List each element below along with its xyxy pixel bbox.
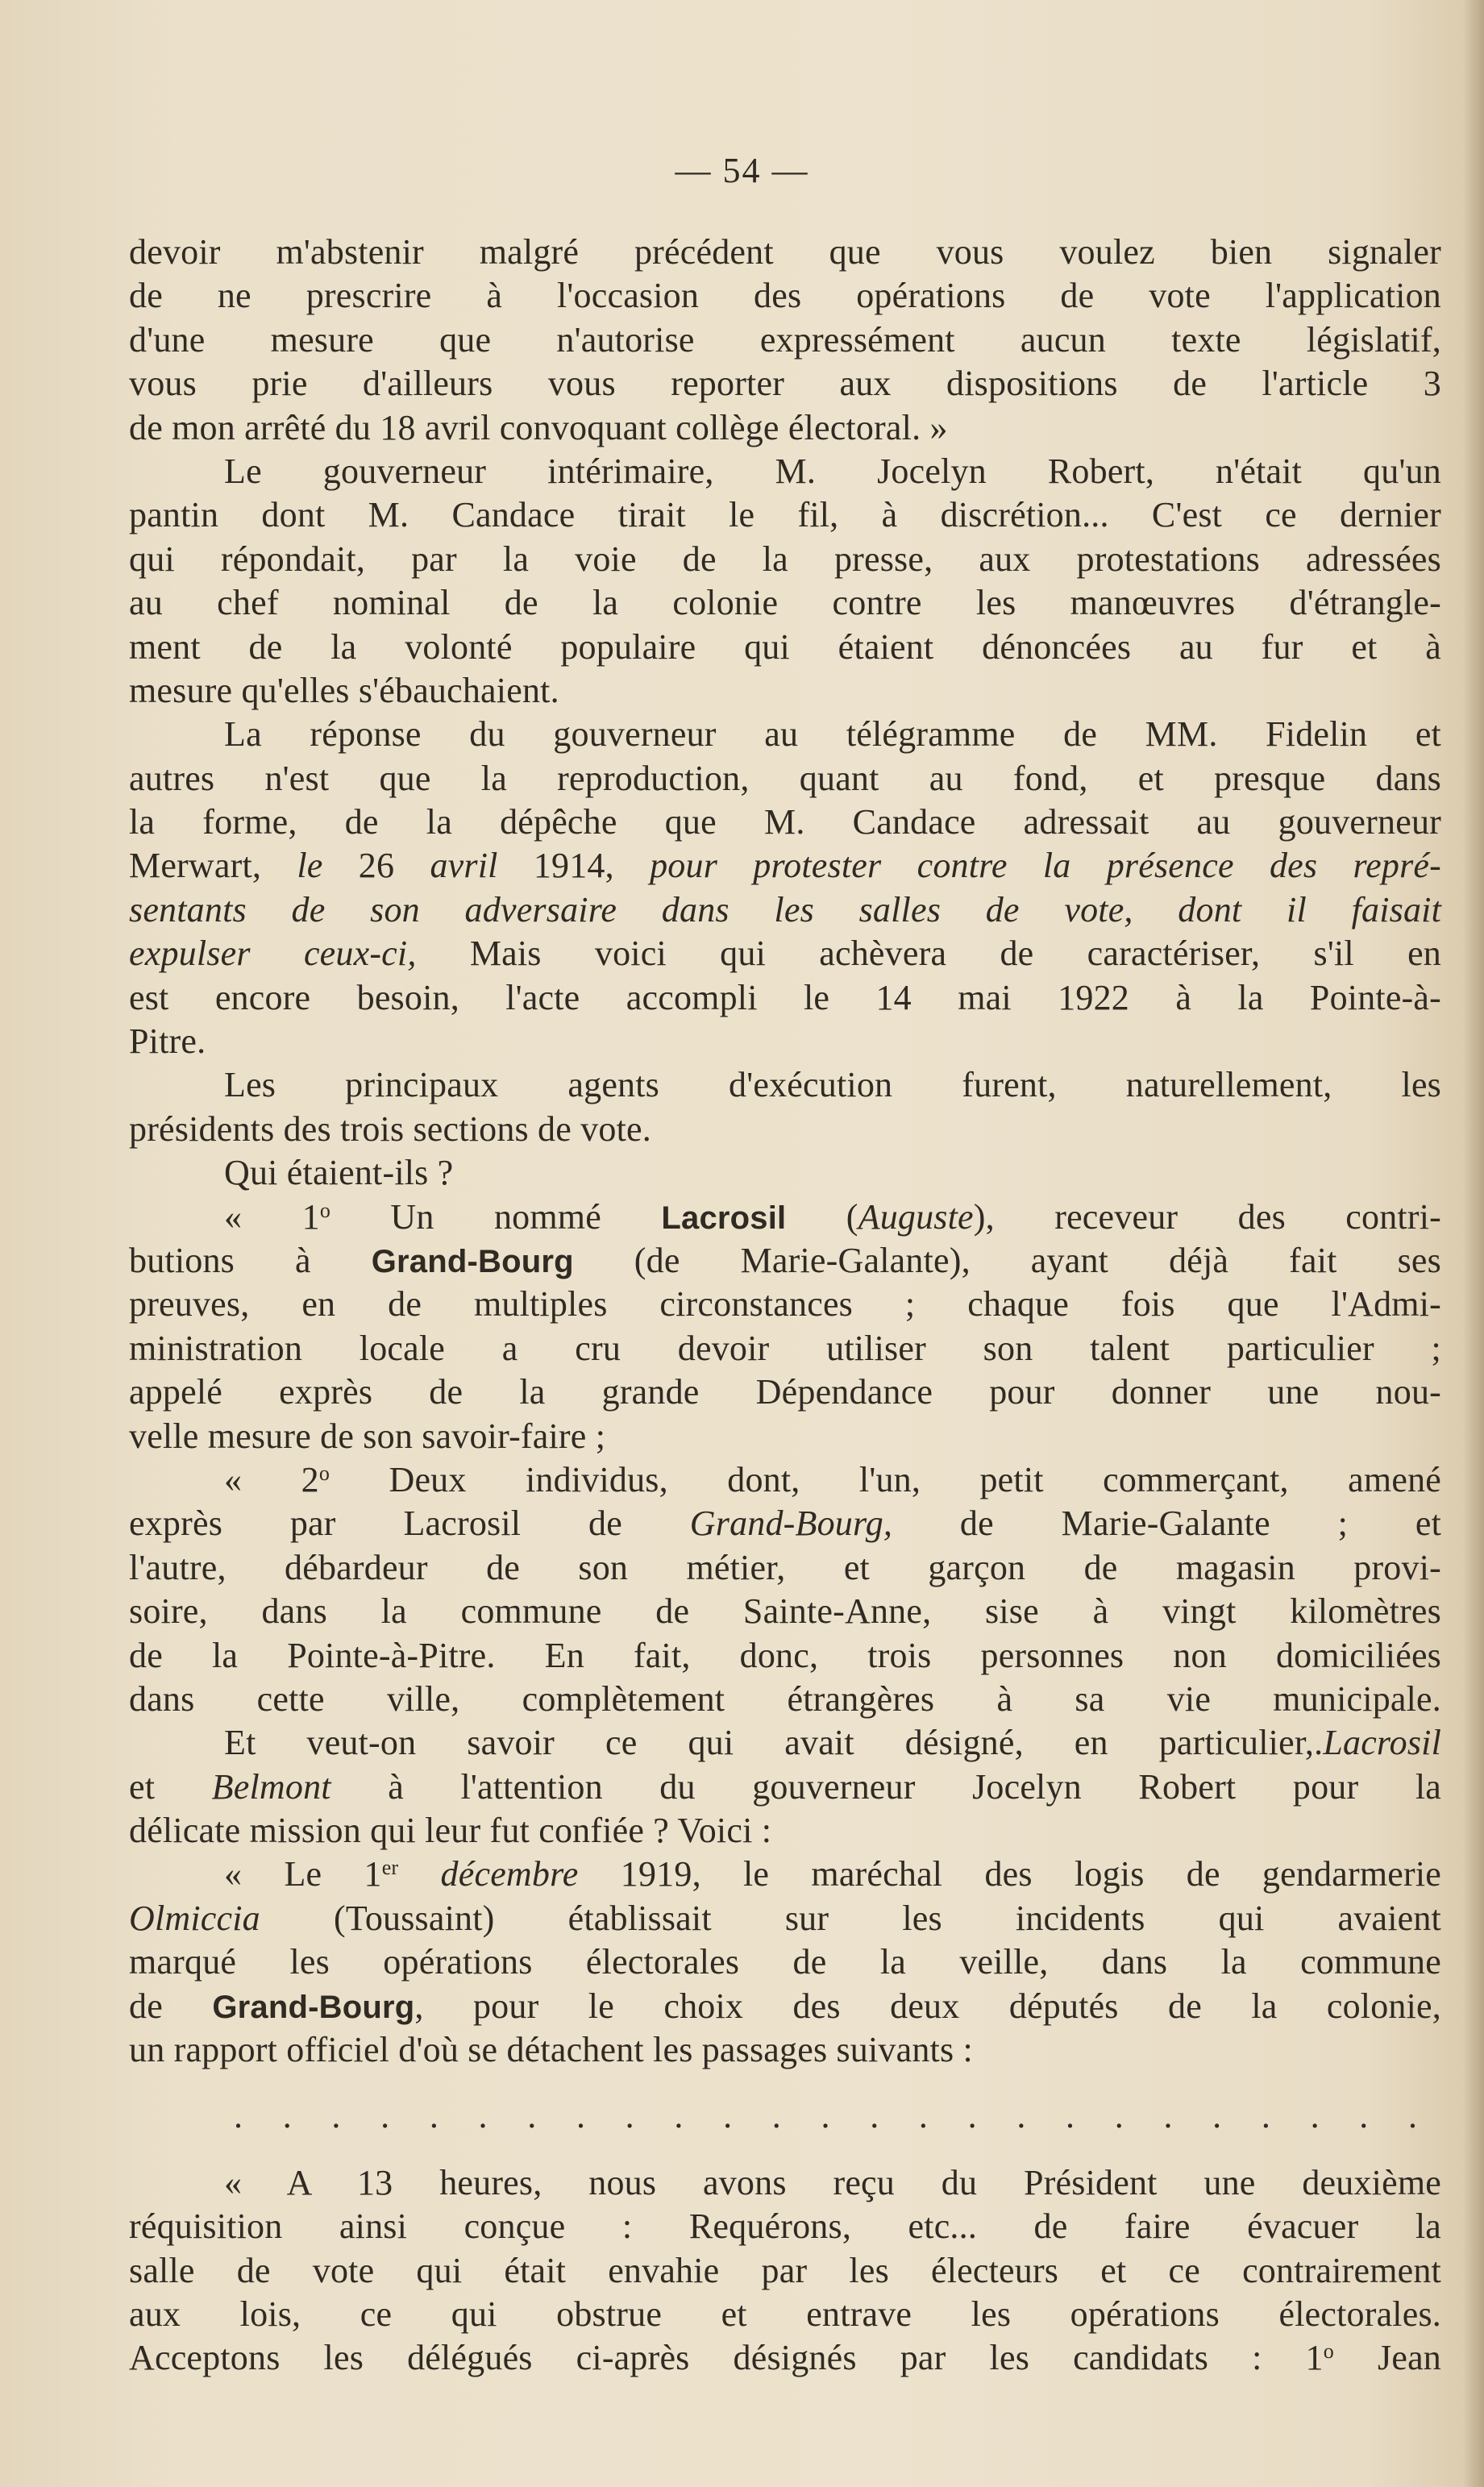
paragraph-start-line <box>129 1721 1441 1765</box>
text-line <box>129 1283 1441 1326</box>
text-run: 1914, <box>497 846 651 886</box>
text-line <box>129 1940 1441 1984</box>
italic-run: le <box>297 846 323 886</box>
text-line <box>129 1590 1441 1633</box>
text-run: Le gouverneur intérimaire, M. Jocelyn Robert, n'était qu'un <box>224 451 1441 491</box>
text-run: pantin dont M. Candace tirait le fil, à discrétion... C'est ce dernier <box>129 495 1441 535</box>
text-run: « A 13 heures, nous avons reçu du Président une deuxième <box>224 2162 1441 2202</box>
text-run: preuves, en de multiples circonstances ; chaque fois que l'Admi- <box>129 1284 1441 1325</box>
ellipsis-row <box>129 2094 1441 2138</box>
text-run: Les principaux agents d'exécution furent, naturellement, les <box>224 1065 1441 1105</box>
superscript: o <box>319 1198 331 1222</box>
text-run: et <box>129 1766 212 1807</box>
text-line <box>129 888 1441 932</box>
text-run: un rapport officiel d'où se détachent les passages suivants : <box>129 2030 973 2070</box>
text-line <box>129 1108 1441 1151</box>
text-run: à l'attention du gouverneur Jocelyn Robert pour la <box>330 1766 1441 1807</box>
italic-run: Lacrosil <box>1323 1723 1441 1763</box>
text-run: ministration locale a cru devoir utiliser son talent particulier ; <box>129 1328 1441 1368</box>
text-run: qui répondait, par la voie de la presse, aux protestations adressées <box>129 539 1441 579</box>
superscript: o <box>318 1461 330 1485</box>
text-line <box>129 976 1441 1020</box>
text-run: . . . . . . . . . . . . . . . . . . . . . . . . . <box>234 2096 1417 2136</box>
paragraph-start-line <box>129 1196 1441 1239</box>
text-line <box>129 1897 1441 1940</box>
paragraph-start-line <box>129 1063 1441 1107</box>
text-line <box>129 2293 1441 2336</box>
text-line <box>129 1765 1441 1809</box>
text-run: de ne prescrire à l'occasion des opérations de vote l'application <box>129 276 1441 316</box>
text-line <box>129 318 1441 362</box>
text-line <box>129 1239 1441 1283</box>
italic-run: décembre <box>440 1854 579 1894</box>
text-run: butions à <box>129 1240 372 1280</box>
paragraph-start-line <box>129 2161 1441 2205</box>
text-run: au chef nominal de la colonie contre les manœuvres d'étrangle- <box>129 583 1441 623</box>
text-line <box>129 493 1441 537</box>
text-run: Un nommé <box>330 1196 662 1237</box>
paragraph-start-line <box>129 1151 1441 1195</box>
text-run: mesure qu'elles s'ébauchaient. <box>129 670 559 710</box>
superscript: er <box>381 1856 399 1880</box>
spacer <box>129 2072 1441 2094</box>
text-line <box>129 362 1441 405</box>
text-line <box>129 1020 1441 1063</box>
text-line <box>129 1327 1441 1370</box>
bold-name: Grand-Bourg <box>212 1989 415 2025</box>
text-line <box>129 2028 1441 2072</box>
text-run: dans cette ville, complètement étrangères à sa vie municipale. <box>129 1678 1441 1719</box>
text-run: réquisition ainsi conçue : Requérons, etc... de faire évacuer la <box>129 2206 1441 2247</box>
text-run: Et veut-on savoir ce qui avait désigné, en particulier,. <box>224 1723 1324 1763</box>
text-run: 1919, le maréchal des logis de gendarmerie <box>578 1854 1442 1894</box>
text-run: Mais voici qui achèvera de caractériser, s'il en <box>416 934 1442 974</box>
text-run: soire, dans la commune de Sainte-Anne, sise à vingt kilomètres <box>129 1591 1441 1632</box>
text-run: (Toussaint) établissait sur les incidents qui avaient <box>260 1898 1441 1938</box>
text-line <box>129 2205 1441 2248</box>
text-run: Pitre. <box>129 1021 206 1062</box>
text-line <box>129 538 1441 581</box>
text-run: « 2 <box>224 1459 319 1499</box>
italic-run: avril <box>430 846 498 886</box>
italic-run: Grand-Bourg, <box>689 1503 893 1544</box>
italic-run: Belmont <box>211 1766 331 1807</box>
paragraph-start-line <box>129 1458 1441 1502</box>
text-run: 26 <box>322 846 430 886</box>
text-run: « Le 1 <box>224 1854 382 1894</box>
page-number: — 54 — <box>675 151 809 190</box>
text-run: Merwart, <box>129 846 297 886</box>
text-line <box>129 231 1441 274</box>
text-line <box>129 1502 1441 1545</box>
page-edge-shadow <box>1463 0 1484 2487</box>
text-run: de la Pointe-à-Pitre. En fait, donc, trois personnes non domiciliées <box>129 1635 1441 1675</box>
italic-run: sentants de son adversaire dans les salles de vote, dont il faisait <box>129 889 1441 930</box>
text-line <box>129 274 1441 318</box>
text-run: de mon arrêté du 18 avril convoquant collège électoral. » <box>129 407 948 447</box>
text-run: Jean <box>1333 2338 1441 2378</box>
text-run: Deux individus, dont, l'un, petit commerçant, amené <box>330 1459 1441 1499</box>
text-line <box>129 626 1441 669</box>
text-run: vous prie d'ailleurs vous reporter aux dispositions de l'article 3 <box>129 364 1441 404</box>
text-run: ), receveur des contri- <box>973 1196 1441 1237</box>
text-run: devoir m'abstenir malgré précédent que vous voulez bien signaler <box>129 232 1441 272</box>
text-line <box>129 1546 1441 1590</box>
text-run: aux lois, ce qui obstrue et entrave les opérations électorales. <box>129 2294 1441 2334</box>
text-run: (de Marie-Galante), ayant déjà fait ses <box>573 1240 1441 1280</box>
text-run: Qui étaient-ils ? <box>224 1153 454 1193</box>
paragraph-start-line <box>129 1853 1441 1896</box>
text-run: autres n'est que la reproduction, quant au fond, et presque dans <box>129 758 1441 798</box>
text-run: salle de vote qui était envahie par les électeurs et ce contrairement <box>129 2250 1441 2290</box>
text-run: de <box>129 1986 213 2026</box>
body-text <box>129 231 1441 2381</box>
text-line <box>129 1809 1441 1853</box>
text-line <box>129 2249 1441 2293</box>
text-line <box>129 1985 1441 2028</box>
text-run: est encore besoin, l'acte accompli le 14 mai 1922 à la Pointe-à- <box>129 977 1441 1017</box>
text-run: marqué les opérations électorales de la veille, dans la commune <box>129 1942 1441 1982</box>
text-line <box>129 757 1441 801</box>
text-run: appelé exprès de la grande Dépendance pour donner une nou- <box>129 1372 1441 1412</box>
text-run: « 1 <box>224 1196 320 1237</box>
text-run: velle mesure de son savoir-faire ; <box>129 1416 606 1456</box>
text-line <box>129 1370 1441 1414</box>
text-line <box>129 801 1441 844</box>
text-run: La réponse du gouverneur au télégramme de MM. Fidelin et <box>224 714 1441 755</box>
text-run: ment de la volonté populaire qui étaient dénoncées au fur et à <box>129 626 1441 667</box>
text-run: la forme, de la dépêche que M. Candace adressait au gouverneur <box>129 802 1441 842</box>
paragraph-start-line <box>129 450 1441 493</box>
text-run: Acceptons les délégués ci-après désignés par les candidats : 1 <box>129 2338 1324 2378</box>
text-line <box>129 844 1441 888</box>
text-line <box>129 406 1441 450</box>
italic-run: Auguste <box>858 1196 974 1237</box>
italic-run: Olmiccia <box>129 1898 260 1938</box>
text-line <box>129 1634 1441 1678</box>
text-run <box>398 1854 440 1894</box>
italic-run: pour protester contre la présence des repré- <box>650 846 1441 886</box>
text-run: l'autre, débardeur de son métier, et garçon de magasin provi- <box>129 1547 1441 1587</box>
bold-name: Grand-Bourg <box>371 1243 574 1279</box>
italic-run: expulser ceux-ci, <box>129 934 417 974</box>
text-line <box>129 669 1441 713</box>
text-line <box>129 2336 1441 2380</box>
text-run: délicate mission qui leur fut confiée ? Voici : <box>129 1811 772 1851</box>
text-line <box>129 932 1441 975</box>
text-line <box>129 1678 1441 1721</box>
paragraph-start-line <box>129 713 1441 756</box>
bold-name: Lacrosil <box>661 1200 787 1236</box>
text-run: ( <box>786 1196 858 1237</box>
text-run: présidents des trois sections de vote. <box>129 1108 651 1149</box>
text-line <box>129 581 1441 625</box>
text-run: exprès par Lacrosil de <box>129 1503 690 1544</box>
text-line <box>129 1415 1441 1458</box>
text-run: d'une mesure que n'autorise expressément aucun texte législatif, <box>129 319 1441 360</box>
text-run: de Marie-Galante ; et <box>892 1503 1442 1544</box>
spacer <box>129 2139 1441 2161</box>
text-run: , pour le choix des deux députés de la colonie, <box>414 1986 1441 2026</box>
superscript: o <box>1323 2339 1334 2364</box>
